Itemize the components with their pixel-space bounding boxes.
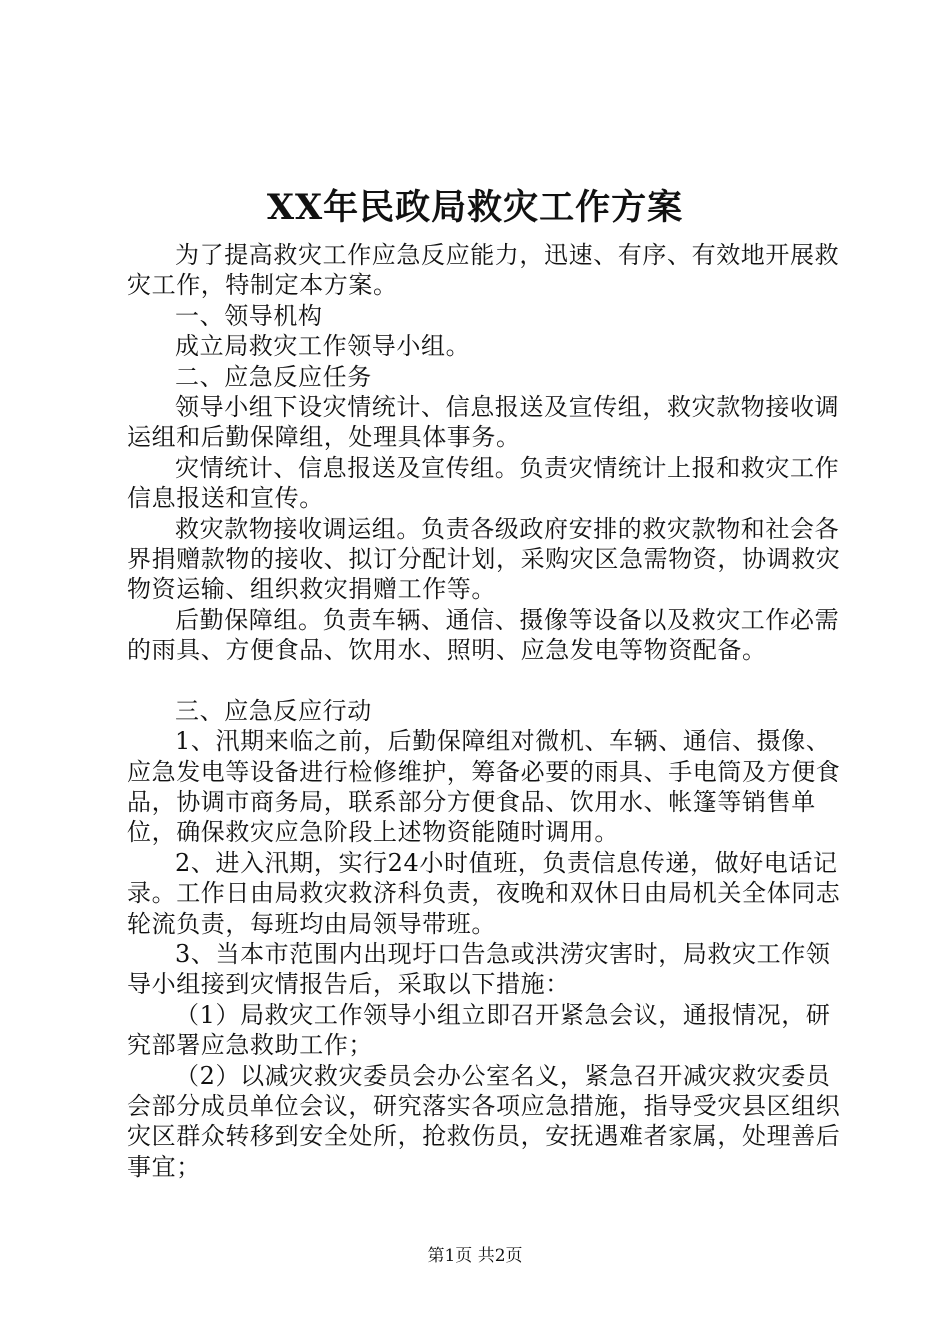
- page-title: XX年民政局救灾工作方案: [266, 187, 684, 228]
- heading-tasks: 二、应急反应任务: [175, 362, 372, 391]
- paragraph-action-2: 2、进入汛期，实行24小时值班，负责信息传递，做好电话记录。工作日由局救灾救济科负责，夜晚和双休日由局机关全体同志轮流负责，每班均由局领导带班。: [127, 848, 841, 938]
- paragraph-leadership: 成立局救灾工作领导小组。: [175, 332, 471, 361]
- paragraph-logistics-group: 后勤保障组。负责车辆、通信、摄像等设备以及救灾工作必需的雨具、方便食品、饮用水、照明、应急发电等物资配备。: [127, 605, 840, 665]
- page-footer: 第1页 共2页: [427, 1246, 523, 1266]
- paragraph-action-1: 1、汛期来临之前，后勤保障组对微机、车辆、通信、摄像、应急发电等设备进行检修维护，筹备必要的雨具、手电筒及方便食品，协调市商务局，联系部分方便食品、饮用水、帐篷等销售单位，确保救灾应急阶段上述物资能随时调用。: [127, 727, 841, 847]
- paragraph-statistics-group: 灾情统计、信息报送及宣传组。负责灾情统计上报和救灾工作信息报送和宣传。: [127, 453, 840, 513]
- paragraph-tasks: 领导小组下设灾情统计、信息报送及宣传组，救灾款物接收调运组和后勤保障组，处理具体事务。: [127, 393, 840, 452]
- heading-leadership: 一、领导机构: [175, 301, 323, 330]
- paragraph-action-3: 3、当本市范围内出现圩口告急或洪涝灾害时，局救灾工作领导小组接到灾情报告后，采取以下措施：: [127, 939, 831, 999]
- paragraph-measure-1: （1）局救灾工作领导小组立即召开紧急会议，通报情况，研究部署应急救助工作；: [127, 1000, 831, 1060]
- document-body: [127, 240, 847, 1182]
- paragraph-intro: 为了提高救灾工作应急反应能力，迅速、有序、有效地开展救灾工作，特制定本方案。: [127, 241, 840, 300]
- heading-actions: 三、应急反应行动: [175, 696, 372, 725]
- paragraph-supplies-group: 救灾款物接收调运组。负责各级政府安排的救灾款物和社会各界捐赠款物的接收、拟订分配计划，采购灾区急需物资，协调救灾物资运输、组织救灾捐赠工作等。: [127, 514, 841, 604]
- paragraph-measure-2: （2）以减灾救灾委员会办公室名义，紧急召开减灾救灾委员会部分成员单位会议，研究落实各项应急措施，指导受灾县区组织灾区群众转移到安全处所，抢救伤员，安抚遇难者家属，处理善后事宜；: [127, 1061, 841, 1181]
